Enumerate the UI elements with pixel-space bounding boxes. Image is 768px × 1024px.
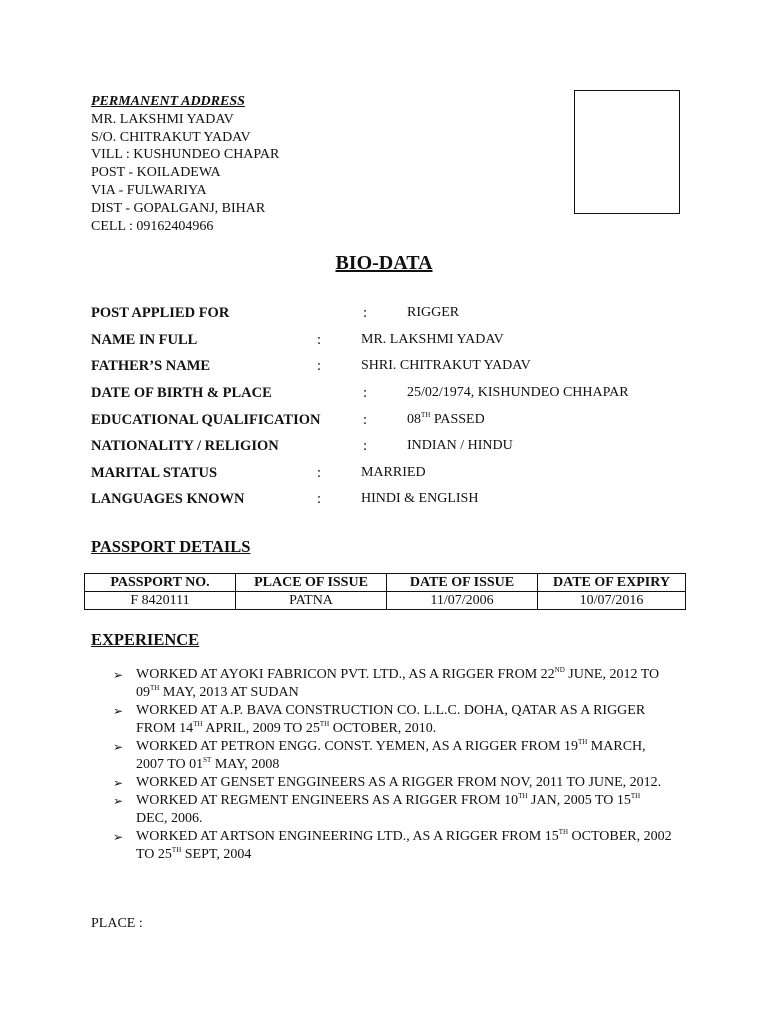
address-line: CELL : 09162404966 (91, 218, 214, 234)
experience-text-segment: WORKED AT A.P. BAVA CONSTRUCTION CO. L.L.C. DOHA, QATAR AS A RIGGER FROM 14 (136, 703, 646, 736)
ordinal-suffix: TH (558, 828, 569, 836)
column-header: DATE OF EXPIRY (538, 574, 686, 592)
photo-box (574, 90, 680, 214)
experience-text-segment: WORKED AT ARTSON ENGINEERING LTD., AS A RIGGER FROM 15 (136, 829, 559, 844)
experience-text-segment: OCTOBER, 2010. (329, 721, 437, 736)
detail-colon: : (317, 332, 322, 348)
experience-text (136, 775, 661, 790)
detail-row-dob (91, 385, 691, 405)
experience-item (113, 828, 673, 864)
detail-colon: : (363, 412, 368, 428)
experience-text-segment: MAY, 2008 (211, 757, 280, 772)
detail-label: DATE OF BIRTH & PLACE (91, 385, 272, 401)
detail-row-nationality (91, 438, 691, 458)
arrow-bullet-icon: ➢ (113, 704, 124, 718)
ordinal-suffix: ND (554, 666, 565, 674)
experience-text (136, 667, 659, 700)
experience-text-segment: JAN, 2005 TO 15 (527, 793, 631, 808)
experience-text (136, 829, 672, 862)
address-line: S/O. CHITRAKUT YADAV (91, 129, 251, 145)
address-line: VILL : KUSHUNDEO CHAPAR (91, 147, 280, 163)
detail-label: FATHER’S NAME (91, 358, 211, 374)
detail-row-father-name (91, 358, 691, 378)
experience-text-segment: WORKED AT AYOKI FABRICON PVT. LTD., AS A RIGGER FROM 22 (136, 667, 555, 682)
ordinal-suffix: TH (171, 846, 182, 854)
ordinal-suffix: TH (630, 792, 641, 800)
ordinal-suffix: ST (203, 756, 212, 764)
experience-text (136, 793, 640, 826)
detail-colon: : (363, 385, 368, 401)
detail-label: POST APPLIED FOR (91, 305, 230, 321)
permanent-address (91, 93, 279, 235)
ordinal-suffix: TH (150, 684, 160, 692)
ordinal-suffix: TH (421, 411, 431, 419)
education-level: 08 (407, 412, 421, 427)
arrow-bullet-icon: ➢ (113, 668, 124, 682)
detail-colon: : (363, 438, 368, 454)
experience-text-segment: DEC, 2006. (136, 811, 203, 826)
detail-value: RIGGER (407, 305, 460, 320)
detail-row-languages (91, 491, 691, 511)
address-line: MR. LAKSHMI YADAV (91, 111, 234, 127)
column-header: PASSPORT NO. (85, 574, 236, 592)
table-cell: 10/07/2016 (538, 592, 686, 610)
detail-label: NAME IN FULL (91, 332, 198, 348)
detail-value: INDIAN / HINDU (407, 438, 513, 453)
arrow-bullet-icon: ➢ (113, 776, 124, 790)
table-cell: F 8420111 (85, 592, 236, 610)
table-cell: 11/07/2006 (387, 592, 538, 610)
page-title: BIO-DATA (335, 252, 433, 274)
arrow-bullet-icon: ➢ (113, 830, 124, 844)
experience-text-segment: WORKED AT PETRON ENGG. CONST. YEMEN, AS A RIGGER FROM 19 (136, 739, 578, 754)
experience-item (113, 792, 673, 828)
detail-row-post-applied (91, 305, 691, 325)
detail-value: MARRIED (361, 465, 426, 480)
passport-heading: PASSPORT DETAILS (91, 537, 251, 556)
arrow-bullet-icon: ➢ (113, 794, 124, 808)
detail-value: 25/02/1974, KISHUNDEO CHHAPAR (407, 385, 629, 400)
address-line: VIA - FULWARIYA (91, 182, 207, 198)
ordinal-suffix: TH (518, 792, 528, 800)
experience-text-segment: APRIL, 2009 TO 25 (202, 721, 320, 736)
column-header: DATE OF ISSUE (387, 574, 538, 592)
address-heading: PERMANENT ADDRESS (91, 94, 245, 109)
experience-heading: EXPERIENCE (91, 630, 200, 649)
ordinal-suffix: TH (577, 738, 588, 746)
detail-label: NATIONALITY / RELIGION (91, 438, 279, 454)
experience-item (113, 774, 673, 792)
arrow-bullet-icon: ➢ (113, 740, 124, 754)
detail-value: SHRI. CHITRAKUT YADAV (361, 358, 531, 373)
detail-label: EDUCATIONAL QUALIFICATION (91, 412, 321, 428)
detail-value: HINDI & ENGLISH (361, 491, 479, 506)
table-cell: PATNA (236, 592, 387, 610)
place-label: PLACE : (91, 916, 143, 931)
passport-table (84, 573, 686, 610)
address-line: DIST - GOPALGANJ, BIHAR (91, 200, 266, 216)
table-row (85, 592, 686, 610)
detail-label: LANGUAGES KNOWN (91, 491, 245, 507)
column-header: PLACE OF ISSUE (236, 574, 387, 592)
experience-text-segment: WORKED AT GENSET ENGGINEERS AS A RIGGER FROM NOV, 2011 TO JUNE, 2012. (136, 775, 662, 790)
experience-text-segment: OCTOBER, 2002 TO 25 (136, 829, 672, 862)
detail-row-education (91, 412, 691, 432)
address-line: POST - KOILADEWA (91, 165, 221, 181)
ordinal-suffix: TH (193, 720, 203, 728)
experience-item (113, 702, 673, 738)
detail-row-marital (91, 465, 691, 485)
experience-text (136, 703, 645, 736)
detail-colon: : (317, 358, 322, 374)
experience-text-segment: SEPT, 2004 (181, 847, 252, 862)
experience-text-segment: JUNE, 2012 TO 09 (136, 667, 660, 700)
detail-value (407, 412, 485, 428)
experience-item (113, 738, 673, 774)
detail-colon: : (317, 465, 322, 481)
experience-text-segment: MARCH, 2007 TO 01 (136, 739, 646, 772)
detail-colon: : (317, 491, 322, 507)
detail-colon: : (363, 305, 368, 321)
experience-item (113, 666, 673, 702)
experience-text (136, 739, 646, 772)
ordinal-suffix: TH (319, 720, 330, 728)
experience-list (113, 666, 673, 864)
education-status: PASSED (430, 412, 485, 427)
experience-text-segment: WORKED AT REGMENT ENGINEERS AS A RIGGER FROM 10 (136, 793, 519, 808)
detail-label: MARITAL STATUS (91, 465, 218, 481)
experience-text-segment: MAY, 2013 AT SUDAN (159, 685, 299, 700)
table-header-row (85, 574, 686, 592)
detail-value: MR. LAKSHMI YADAV (361, 332, 504, 347)
detail-row-name (91, 332, 691, 352)
